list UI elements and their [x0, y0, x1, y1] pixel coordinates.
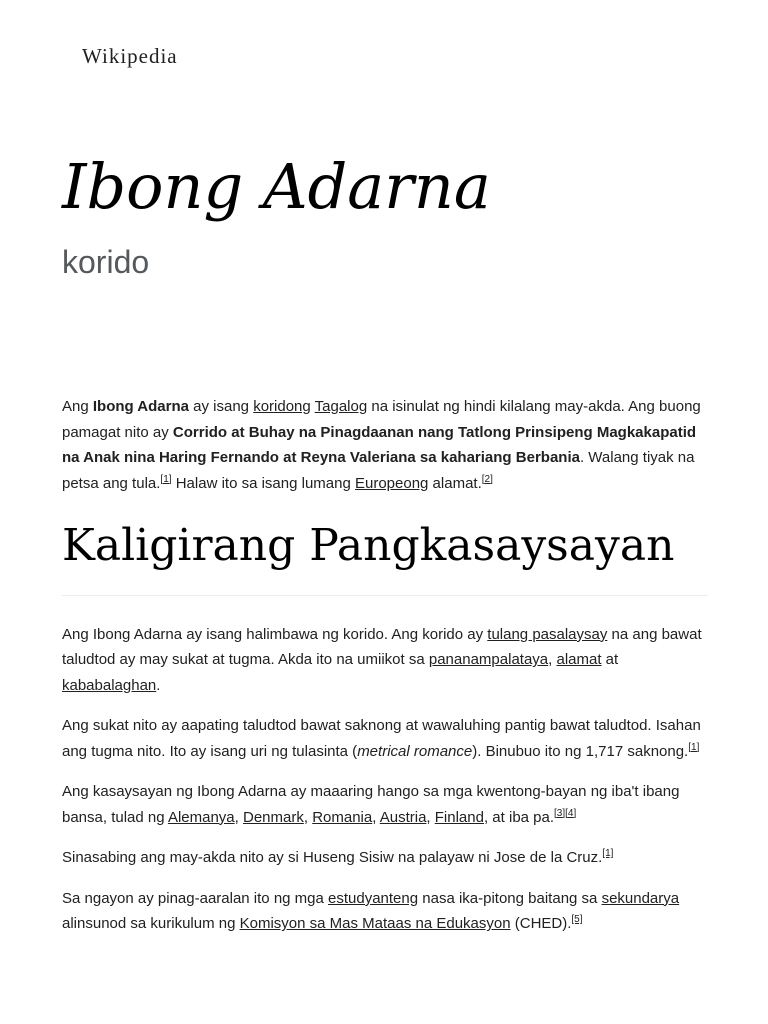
section-body — [62, 622, 708, 937]
text: . Walang tiyak na petsa ang tula. — [62, 449, 695, 492]
link-europeong[interactable]: Europeong — [354, 474, 429, 492]
text: Halaw ito sa isang lumang — [171, 474, 355, 492]
link-alemanya[interactable]: Alemanya — [167, 808, 235, 826]
bold-full-title: Corrido at Buhay na Pinagdaanan nang Tatlong Prinsipeng Magkakapatid na Anak nina Haring Fernando at Reyna Valeriana sa kahariang Berbania — [62, 423, 697, 466]
reference-link-1[interactable]: [1] — [688, 741, 700, 753]
text: nasa ika-pitong baitang sa — [418, 889, 602, 907]
section-paragraph-1 — [62, 622, 708, 699]
link-koridong[interactable]: koridong — [253, 398, 311, 415]
link-pananampalataya[interactable]: pananampalataya — [428, 651, 549, 669]
reference — [571, 914, 582, 925]
text: alamat. — [428, 474, 482, 492]
section-paragraph-4 — [62, 845, 708, 871]
section-paragraph-2 — [62, 713, 708, 764]
text: , — [372, 808, 380, 826]
text: Sinasabing ang may-akda nito ay si Huseng Sisiw na palayaw ni Jose de la Cruz. — [62, 849, 603, 867]
text: na ang bawat taludtod ay may sukat at tugma. Akda ito na umiikot sa — [62, 625, 702, 669]
text: , — [548, 651, 557, 669]
link-kababalaghan[interactable]: kababalaghan — [62, 676, 157, 694]
text: , — [234, 808, 243, 826]
text: , — [426, 808, 435, 826]
intro-paragraph — [62, 394, 708, 496]
reference-link-3[interactable]: [3] — [554, 807, 566, 819]
link-sekundarya[interactable]: sekundarya — [601, 889, 680, 907]
reference-link-1[interactable]: [1] — [602, 848, 614, 860]
text: na isinulat ng hindi kilalang may-akda. Ang buong pamagat nito ay — [62, 398, 701, 441]
text: Ang sukat nito ay aapating taludtod bawat saknong at wawaluhing pantig bawat taludtod. Isahan ang tugma nito. Ito ay isang uri ng tulasinta ( — [62, 717, 701, 760]
link-denmark[interactable]: Denmark — [242, 808, 304, 826]
link-tagalog[interactable]: Tagalog — [314, 398, 368, 415]
page-subtitle: korido — [62, 244, 150, 280]
text: . — [156, 676, 161, 694]
reference-link-1[interactable]: [1] — [160, 473, 172, 485]
reference — [688, 742, 699, 753]
article-content — [62, 394, 708, 952]
reference — [482, 474, 493, 485]
text: Ang — [62, 398, 93, 415]
section-paragraph-3 — [62, 779, 708, 830]
reference — [602, 848, 613, 859]
reference-link-2[interactable]: [2] — [481, 473, 493, 485]
text: Ang Ibong Adarna ay isang halimbawa ng korido. Ang korido ay — [62, 625, 488, 643]
reference-link-5[interactable]: [5] — [571, 914, 583, 926]
text: at — [601, 651, 619, 669]
reference — [554, 808, 576, 819]
section-paragraph-5 — [62, 886, 708, 937]
link-romania[interactable]: Romania — [312, 808, 373, 826]
page-title: Ibong Adarna — [62, 150, 491, 223]
wikipedia-logo[interactable]: Wikipedia — [82, 44, 178, 68]
section-heading: Kaligirang Pangkasaysayan — [62, 520, 708, 596]
text: Ang kasaysayan ng Ibong Adarna ay maaaring hango sa mga kwentong-bayan ng iba't ibang bansa, tulad ng — [62, 783, 680, 826]
link-tulang-pasalaysay[interactable]: tulang pasalaysay — [487, 625, 608, 643]
reference-link-4[interactable]: [4] — [565, 807, 577, 819]
text: , — [303, 808, 313, 826]
link-komisyon[interactable]: Komisyon sa Mas Mataas na Edukasyon — [239, 915, 511, 933]
text: ). Binubuo ito ng 1,717 saknong. — [472, 742, 689, 760]
text: ay isang — [188, 398, 254, 415]
italic-term: metrical romance — [357, 742, 473, 760]
link-finland[interactable]: Finland — [434, 808, 484, 826]
link-alamat[interactable]: alamat — [556, 651, 602, 669]
reference — [160, 474, 171, 485]
link-estudyanteng[interactable]: estudyanteng — [328, 889, 419, 907]
text: , at iba pa. — [483, 808, 555, 826]
text: Sa ngayon ay pinag-aaralan ito ng mga — [62, 889, 329, 907]
text: (CHED). — [510, 915, 572, 933]
bold-term: Ibong Adarna — [92, 398, 189, 415]
text: alinsunod sa kurikulum ng — [62, 915, 240, 933]
link-austria[interactable]: Austria — [379, 808, 427, 826]
